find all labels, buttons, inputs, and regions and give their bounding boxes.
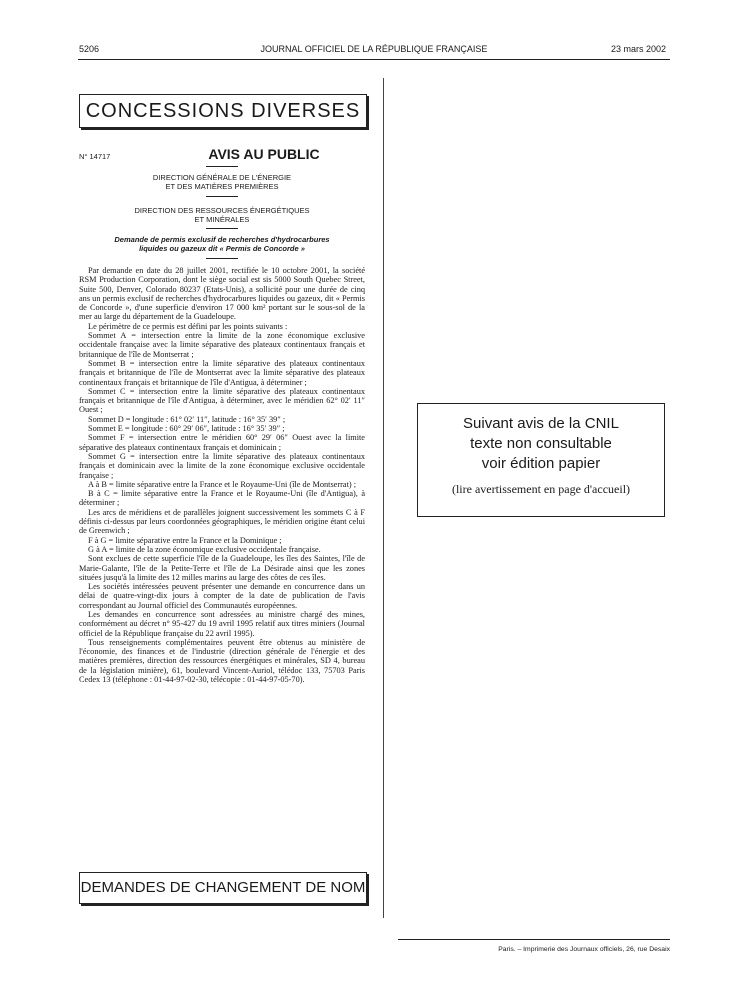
section-title-changement-nom: DEMANDES DE CHANGEMENT DE NOM	[79, 872, 367, 904]
notice-subject-line-1: Demande de permis exclusif de recherches d'hydrocarbures	[114, 235, 330, 244]
body-paragraph: Sommet D = longitude : 61° 02′ 11″, latitude : 16° 35′ 39″ ;	[88, 414, 286, 424]
body-paragraph: F à G = limite séparative entre la France et la Dominique ;	[88, 535, 282, 545]
footer-rule	[398, 939, 670, 940]
department-2-line-1: DIRECTION DES RESSOURCES ÉNERGÉTIQUES	[134, 206, 310, 215]
issue-date: 23 mars 2002	[610, 44, 666, 54]
page-number: 5206	[79, 44, 100, 54]
cnil-line-2: texte non consultable	[470, 435, 612, 452]
department-1-line-2: ET DES MATIÈRES PREMIÈRES	[165, 182, 279, 191]
body-paragraph: Sommet B = intersection entre la limite séparative des plateaux continentaux français et britannique de l'île de Montserrat avec la limite séparative des plateaux continentaux français et britannique de l'île d'Antigua, à déterminer ;	[79, 358, 365, 387]
notice-number: N° 14717	[79, 152, 111, 161]
body-paragraph: Sommet E = longitude : 60° 29′ 06″, latitude : 16° 35′ 39″ ;	[88, 424, 285, 434]
body-paragraph: Sommet G = intersection entre la limite séparative des plateaux continentaux français et dominicain avec la limite de la zone économique exclusive occidentale française ;	[79, 451, 365, 480]
body-paragraph: Sommet F = intersection entre le méridien 60° 29′ 06″ Ouest avec la limite séparative des plateaux continentaux français et dominicain ;	[79, 433, 365, 452]
department-rule-1	[206, 196, 238, 197]
body-paragraph: Les arcs de méridiens et de parallèles joignent successivement les sommets C à F définis ci-dessus par leurs coordonnées géographiques, le méridien origine étant celui de Greenwich ;	[79, 507, 365, 536]
body-paragraph: A à B = limite séparative entre la France et le Royaume-Uni (île de Montserrat) ;	[88, 479, 357, 489]
cnil-note: (lire avertissement en page d'accueil)	[451, 482, 631, 496]
header-rule	[78, 59, 670, 60]
body-paragraph: Sommet C = intersection entre la limite séparative des plateaux continentaux français et britannique de l'île d'Antigua, à déterminer, avec le méridien 62° 02′ 11″ Ouest ;	[79, 386, 365, 415]
department-2-line-2: ET MINÉRALES	[194, 215, 250, 224]
body-paragraph: Sont exclues de cette superficie l'île de la Guadeloupe, les îles des Saintes, l'île de Marie-Galante, l'île de la Petite-Terre et l'île de La Désirade ainsi que les zones situées jusqu'à la limite des 12 milles marins au large des côtes de ces îles.	[79, 554, 365, 582]
journal-title: JOURNAL OFFICIEL DE LA RÉPUBLIQUE FRANÇAISE	[260, 44, 488, 54]
department-1	[79, 173, 365, 191]
body-paragraph: Les sociétés intéressées peuvent présenter une demande en concurrence dans un délai de quatre-vingt-dix jours à compter de la date de publication de l'avis correspondant au Journal officiel des Communautés européennes.	[79, 582, 365, 610]
cnil-line-3: voir édition papier	[481, 455, 601, 472]
department-rule-2	[206, 228, 238, 229]
body-paragraph: G à A = limite de la zone économique exclusive occidentale française.	[88, 544, 321, 554]
notice-subject	[79, 235, 365, 253]
notice-subject-line-2: liquides ou gazeux dit « Permis de Concorde »	[139, 244, 305, 253]
body-paragraph: B à C = limite séparative entre la France et le Royaume-Uni (île d'Antigua), à déterminer ;	[79, 489, 365, 508]
notice-title-row	[0, 146, 748, 164]
body-paragraph: Le périmètre de ce permis est défini par les points suivants :	[88, 321, 288, 331]
title-rule	[206, 166, 238, 167]
body-paragraph: Les demandes en concurrence sont adressées au ministre chargé des mines, conformément au décret n° 95-427 du 19 avril 1995 relatif aux titres miniers (Journal officiel de la République française du 22 avril 1995).	[79, 609, 365, 638]
notice-body	[79, 266, 365, 684]
section-title-concessions: CONCESSIONS DIVERSES	[79, 94, 367, 128]
body-paragraph: Tous renseignements complémentaires peuvent être obtenus au ministère de l'économie, des finances et de l'industrie (direction générale de l'énergie et des matières premières, direction des ressources énergétiques et minérales, SD 4, bureau de la législation minière), 61, boulevard Vincent-Auriol, télédoc 133, 75703 Paris Cedex 13 (téléphone : 01-44-97-02-30, télécopie : 01-44-97-05-70).	[79, 637, 365, 685]
printer-footer: Paris. – Imprimerie des Journaux officiels, 26, rue Desaix	[498, 946, 670, 953]
department-1-line-1: DIRECTION GÉNÉRALE DE L'ÉNERGIE	[152, 173, 292, 182]
cnil-notice-box	[417, 403, 665, 517]
body-paragraph: Par demande en date du 28 juillet 2001, rectifiée le 10 octobre 2001, la société RSM Production Corporation, dont le siège social est sis 5000 South Quebec Street, Suite 500, Denver, Colorado 80237 (Etats-Unis), a sollicité pour une durée de cinq ans un permis exclusif de recherches d'hydrocarbures liquides ou gazeux, dit « Permis de Concorde », d'une superficie d'environ 17 000 km² portant sur le sous-sol de la mer au large du département de la Guadeloupe.	[79, 266, 365, 322]
department-2	[79, 206, 365, 224]
column-divider	[383, 78, 384, 918]
body-paragraph: Sommet A = intersection entre la limite de la zone économique exclusive occidentale française avec la limite séparative des plateaux continentaux français et britannique de l'île de Montserrat ;	[79, 331, 365, 359]
notice-title: AVIS AU PUBLIC	[208, 146, 320, 162]
subject-rule	[206, 258, 238, 259]
cnil-line-1: Suivant avis de la CNIL	[463, 415, 619, 432]
